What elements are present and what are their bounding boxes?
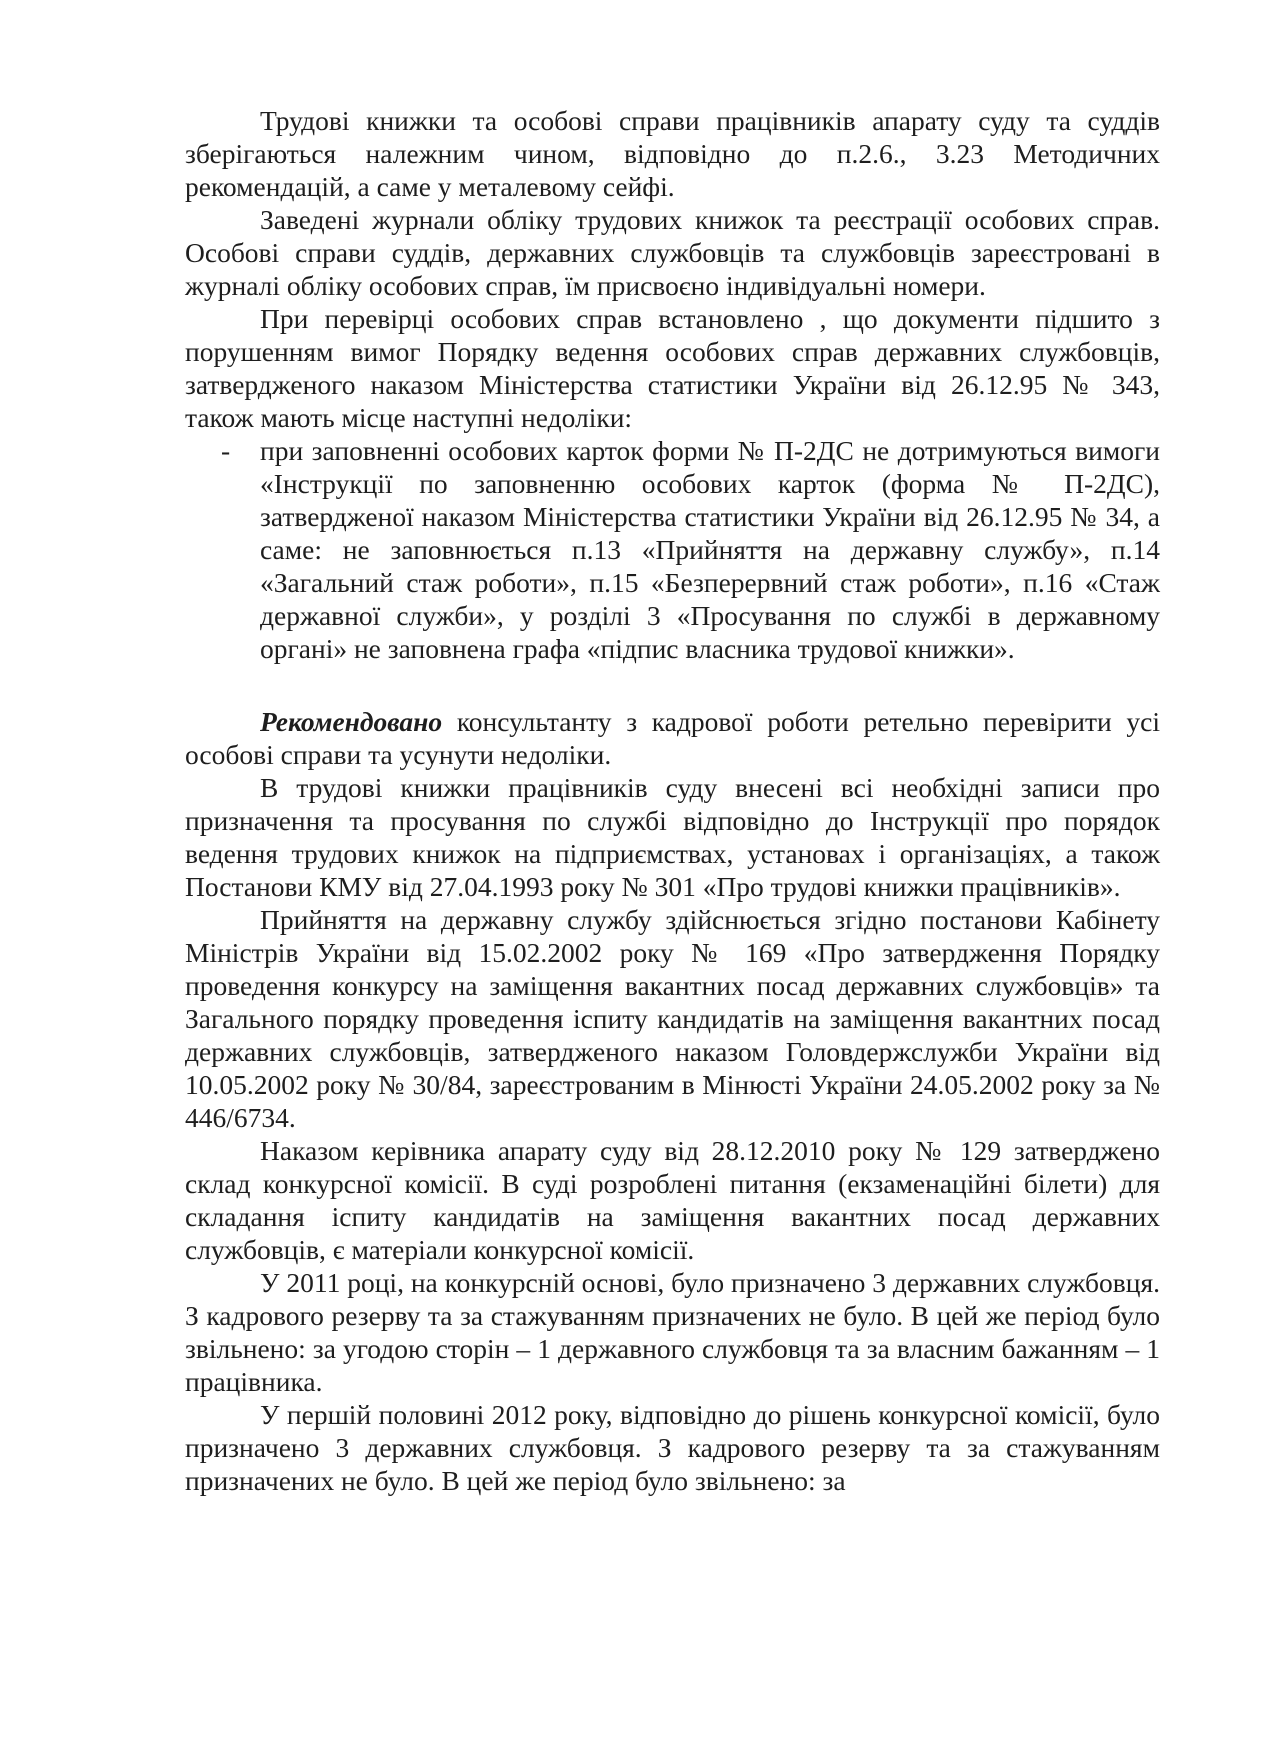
- paragraph-civil-service-admission: Прийняття на державну службу здійснюється згідно постанови Кабінету Міністрів України від 15.02.2002 року № 169 «Про затвердження Порядку проведення конкурсу на заміщення вакантних посад державних службовців» та Загального порядку проведення іспиту кандидатів на заміщення вакантних посад державних службовців, затвердженого наказом Головдержслужби України від 10.05.2002 року № 30/84, зареєстрованим в Мінюсті України 24.05.2002 року за № 446/6734.: [185, 904, 1160, 1133]
- paragraph-2011-appointments: У 2011 році, на конкурсній основі, було призначено 3 державних службовця. З кадрового резерву та за стажуванням призначених не було. В цей же період було звільнено: за угодою сторін – 1 державного службовця та за власним бажанням – 1 працівника.: [185, 1267, 1160, 1397]
- paragraph-work-book-entries: В трудові книжки працівників суду внесені всі необхідні записи про призначення та просування по службі відповідно до Інструкції про порядок ведення трудових книжок на підприємствах, установах і організаціях, а також Постанови КМУ від 27.04.1993 року № 301 «Про трудові книжки працівників».: [185, 772, 1160, 902]
- document-page: [185, 104, 1160, 1497]
- bullet-dash: -: [221, 435, 231, 466]
- paragraph-2012-appointments: У першій половині 2012 року, відповідно до рішень конкурсної комісії, було призначено 3 державних службовця. З кадрового резерву та за стажуванням призначених не було. В цей же період було звільнено: за: [185, 1399, 1160, 1496]
- bullet-text: при заповненні особових карток форми № П-2ДС не дотримуються вимоги «Інструкції по заповненню особових карток (форма № П-2ДС), затвердженої наказом Міністерства статистики України від 26.12.95 № 34, а саме: не заповнюється п.13 «Прийняття на державну службу», п.14 «Загальний стаж роботи», п.15 «Безперервний стаж роботи», п.16 «Стаж державної служби», у розділі 3 «Просування по службі в державному органі» не заповнена графа «підпис власника трудової книжки».: [260, 435, 1160, 664]
- recommendation-text: консультанту з кадрової роботи ретельно перевірити усі особові справи та усунути недоліки.: [185, 706, 1160, 770]
- paragraph-registration-journals: Заведені журнали обліку трудових книжок та реєстрації особових справ. Особові справи суддів, державних службовців та службовців зареєстровані в журналі обліку особових справ, їм присвоєно індивідуальні номери.: [185, 204, 1160, 301]
- paragraph-competition-commission: Наказом керівника апарату суду від 28.12.2010 року № 129 затверджено склад конкурсної комісії. В суді розроблені питання (екзаменаційні білети) для складання іспиту кандидатів на заміщення вакантних посад державних службовців, є матеріали конкурсної комісії.: [185, 1135, 1160, 1265]
- recommendation-emphasis: Рекомендовано: [260, 706, 443, 737]
- deficiency-list: [185, 434, 1160, 665]
- paragraph-personal-files-check: При перевірці особових справ встановлено , що документи підшито з порушенням вимог Порядку ведення особових справ державних службовців, затвердженого наказом Міністерства статистики України від 26.12.95 № 343, також мають місце наступні недоліки:: [185, 303, 1160, 433]
- blank-line: [185, 665, 1160, 698]
- spacer: [185, 698, 1160, 705]
- paragraph-recommendation: [185, 705, 1160, 771]
- paragraph-work-books-storage: Трудові книжки та особові справи працівників апарату суду та суддів зберігаються належним чином, відповідно до п.2.6., 3.23 Методичних рекомендацій, а саме у металевому сейфі.: [185, 105, 1160, 202]
- list-item: [185, 434, 1160, 665]
